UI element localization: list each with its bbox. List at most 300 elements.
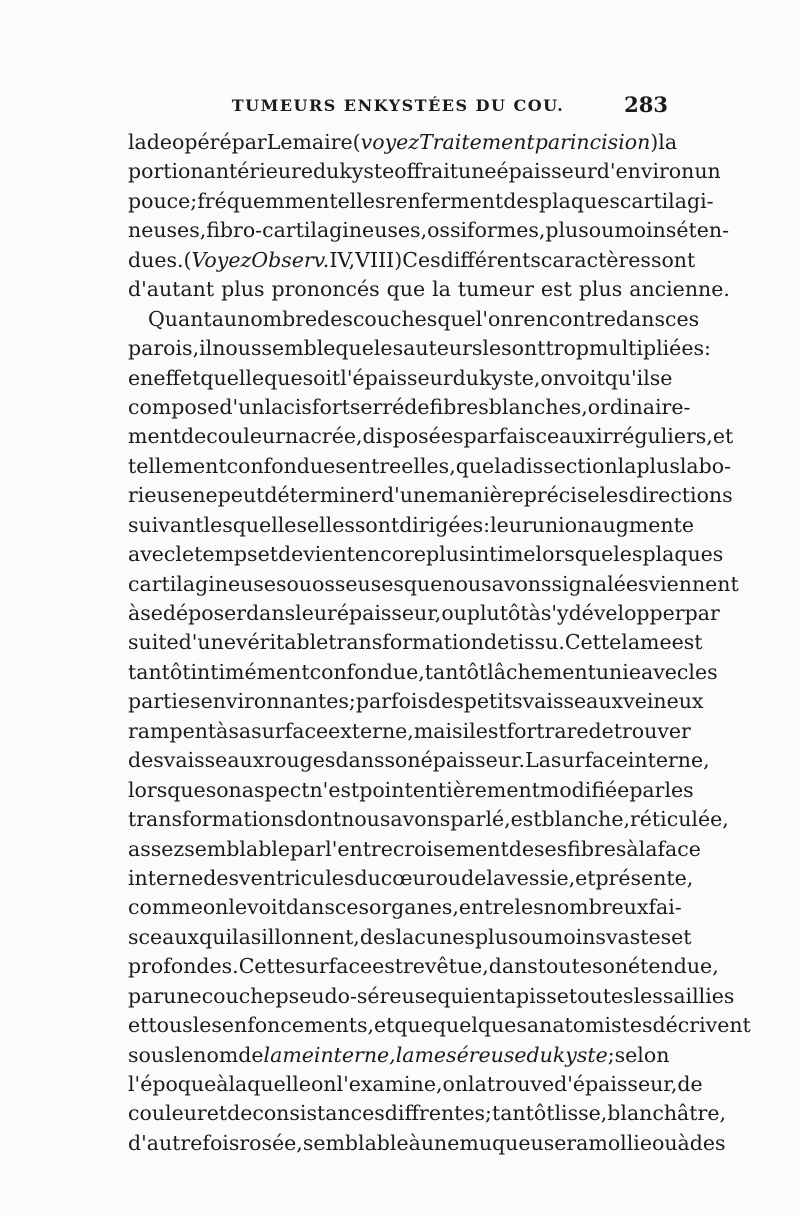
word: labo- bbox=[679, 453, 732, 478]
word: interne bbox=[128, 865, 204, 890]
word: avons bbox=[491, 571, 552, 596]
word: rampent bbox=[128, 718, 217, 743]
word: veineux bbox=[623, 689, 704, 714]
word: modifiée bbox=[539, 777, 630, 802]
text-line bbox=[128, 570, 739, 599]
text-line bbox=[128, 687, 704, 716]
word: ses bbox=[533, 836, 568, 861]
word: fibro-cartilagineuses, bbox=[206, 218, 428, 243]
word: tantôt bbox=[424, 659, 488, 684]
word: des bbox=[428, 689, 464, 714]
word: de bbox=[588, 718, 614, 743]
word: externe, bbox=[328, 718, 414, 743]
text-line bbox=[128, 422, 734, 451]
word: le bbox=[228, 895, 248, 920]
text-line bbox=[128, 511, 694, 540]
word: : bbox=[703, 336, 711, 361]
word: une bbox=[458, 159, 497, 184]
word: sous bbox=[128, 1042, 175, 1067]
word: suite bbox=[128, 630, 179, 655]
word: nom bbox=[193, 1042, 239, 1067]
word: qui bbox=[199, 924, 233, 949]
word: l'on bbox=[475, 306, 514, 331]
word: d'une bbox=[380, 483, 439, 508]
word: on bbox=[310, 1072, 337, 1096]
word: on bbox=[442, 1072, 469, 1096]
word: que bbox=[455, 453, 495, 478]
word: cartilagi- bbox=[619, 188, 714, 213]
word: assez bbox=[128, 836, 185, 861]
word: rare bbox=[544, 718, 589, 743]
word: que bbox=[264, 365, 303, 390]
word: ou bbox=[588, 218, 615, 243]
text-line bbox=[128, 952, 719, 981]
word: entre bbox=[345, 453, 402, 478]
text-line bbox=[128, 275, 730, 304]
word: l'examine, bbox=[336, 1072, 443, 1096]
word: ou bbox=[651, 1130, 678, 1155]
word: voit bbox=[247, 895, 286, 920]
word: dans bbox=[615, 306, 665, 331]
word: signalées bbox=[551, 571, 649, 596]
word: s'y bbox=[540, 601, 569, 625]
word: ou bbox=[518, 924, 544, 949]
word: unie bbox=[595, 659, 641, 684]
word: de bbox=[227, 1101, 253, 1126]
text-line bbox=[128, 1129, 726, 1158]
word: leur bbox=[490, 512, 532, 537]
word: VIII bbox=[355, 247, 395, 272]
word: entre bbox=[458, 895, 515, 920]
word: de bbox=[238, 1042, 264, 1067]
word: blanches, bbox=[488, 394, 588, 419]
word: la bbox=[232, 924, 251, 949]
word: trop bbox=[545, 336, 589, 361]
word: au bbox=[211, 306, 238, 331]
text-line bbox=[128, 864, 694, 893]
word: Cette bbox=[238, 954, 296, 979]
word: elles, bbox=[401, 453, 456, 478]
text-line bbox=[128, 1041, 668, 1070]
word: auteurs bbox=[403, 336, 483, 361]
word: surface bbox=[251, 718, 329, 743]
text-line bbox=[128, 746, 710, 775]
word: les bbox=[599, 483, 629, 508]
word: intimément bbox=[190, 659, 310, 684]
word: soit bbox=[302, 365, 341, 390]
word: interne, bbox=[313, 1042, 396, 1067]
word: vastes bbox=[605, 924, 672, 949]
word: les bbox=[192, 1013, 222, 1038]
word: la bbox=[658, 130, 678, 154]
text-line bbox=[128, 481, 733, 510]
word: sont bbox=[650, 247, 696, 272]
word: temps bbox=[194, 542, 258, 567]
word: que bbox=[403, 571, 443, 596]
word: est bbox=[671, 630, 703, 655]
word: plus bbox=[426, 542, 470, 567]
word: dissection bbox=[512, 453, 618, 478]
word: osseuses bbox=[312, 571, 404, 596]
word: lacunes bbox=[395, 924, 475, 949]
word: dont bbox=[294, 807, 342, 832]
word: la bbox=[617, 453, 637, 478]
word: tapisse bbox=[495, 983, 569, 1008]
word: Traitement bbox=[419, 130, 535, 154]
word: de bbox=[677, 1072, 703, 1096]
word: lesquelles bbox=[203, 512, 307, 537]
word: ordinaire- bbox=[587, 394, 691, 419]
word: épaisseur. bbox=[420, 748, 526, 773]
word: à bbox=[408, 1130, 421, 1155]
word: fibres bbox=[567, 836, 627, 861]
text-line bbox=[128, 1070, 703, 1099]
text-line bbox=[128, 982, 735, 1011]
word: et bbox=[206, 1101, 228, 1126]
text-line bbox=[128, 305, 700, 334]
word: blanche, bbox=[541, 807, 630, 832]
word: rieuse bbox=[128, 483, 193, 508]
text-line bbox=[128, 658, 718, 687]
word: nous bbox=[442, 571, 492, 596]
word: et bbox=[671, 924, 692, 949]
word: nous bbox=[341, 807, 391, 832]
word: par bbox=[128, 983, 164, 1008]
word: entièrement bbox=[412, 777, 540, 802]
word: par bbox=[290, 836, 326, 861]
word: environnantes; bbox=[200, 689, 356, 714]
word: des bbox=[128, 748, 164, 773]
word: semble bbox=[261, 336, 336, 361]
word: on bbox=[540, 365, 566, 390]
word: épaisseur, bbox=[336, 601, 442, 625]
word: selon bbox=[614, 1042, 670, 1067]
word: : bbox=[483, 512, 491, 537]
word: d'une bbox=[178, 630, 236, 655]
word: quelle bbox=[200, 365, 265, 390]
word: développer bbox=[568, 601, 685, 625]
word: consistances bbox=[252, 1101, 385, 1126]
word: nombreux bbox=[543, 895, 649, 920]
word: suivant bbox=[128, 512, 204, 537]
word: ces bbox=[664, 306, 700, 331]
word: quelques bbox=[432, 1013, 527, 1038]
text-line bbox=[128, 364, 673, 393]
word: devient bbox=[277, 542, 355, 567]
word: laquelle bbox=[228, 1072, 311, 1096]
word: en bbox=[128, 365, 154, 390]
word: couleur bbox=[206, 424, 285, 449]
word: sceaux bbox=[128, 924, 200, 949]
word: nous bbox=[212, 336, 262, 361]
word: mais bbox=[413, 718, 463, 743]
word: son bbox=[591, 954, 629, 979]
word: les bbox=[613, 542, 643, 567]
word: qu'il bbox=[604, 365, 650, 390]
word: le bbox=[174, 1042, 194, 1067]
word: dans bbox=[246, 601, 296, 625]
word: ventricules bbox=[239, 865, 355, 890]
word: les bbox=[633, 983, 663, 1008]
word: pseudo-séreuse bbox=[275, 983, 438, 1008]
word: de bbox=[461, 865, 487, 890]
word: véritable bbox=[235, 630, 329, 655]
word: les bbox=[482, 336, 512, 361]
word: tissu. bbox=[509, 630, 565, 655]
text-line bbox=[128, 1011, 751, 1040]
word: petits bbox=[463, 689, 523, 714]
word: plus bbox=[578, 277, 623, 302]
word: lacis bbox=[264, 394, 312, 419]
body-text bbox=[128, 128, 751, 1158]
word: transformations bbox=[128, 807, 295, 832]
word: encore bbox=[354, 542, 427, 567]
text-line bbox=[128, 393, 691, 422]
word: le bbox=[175, 542, 195, 567]
word: par bbox=[684, 601, 720, 625]
word: à bbox=[626, 836, 639, 861]
word: l'époque bbox=[128, 1072, 217, 1096]
word: et bbox=[374, 1013, 395, 1038]
word: opéré bbox=[172, 130, 232, 154]
word: irréguliers, bbox=[596, 424, 713, 449]
word: nacrée, bbox=[285, 424, 363, 449]
word: on bbox=[202, 895, 229, 920]
word: Cette bbox=[564, 630, 622, 655]
word: rencontre bbox=[513, 306, 616, 331]
word: l'épaisseur bbox=[340, 365, 453, 390]
word: profondes. bbox=[128, 954, 239, 979]
word: toutes bbox=[568, 983, 634, 1008]
word: parois, bbox=[128, 336, 200, 361]
word: que bbox=[335, 336, 374, 361]
word: tous bbox=[148, 1013, 193, 1038]
page-number: 283 bbox=[624, 92, 668, 117]
word: dirigées bbox=[399, 512, 484, 537]
word: confondues bbox=[226, 453, 346, 478]
text-line bbox=[128, 187, 714, 216]
word: que bbox=[394, 1013, 433, 1038]
word: de bbox=[404, 394, 430, 419]
word: se bbox=[140, 601, 163, 625]
word: ces bbox=[334, 895, 370, 920]
word: la bbox=[468, 1072, 487, 1096]
word: épaisseur bbox=[496, 159, 597, 184]
word: du bbox=[313, 159, 340, 184]
word: avons bbox=[390, 807, 451, 832]
word: Ces bbox=[402, 247, 441, 272]
word: incision) bbox=[569, 130, 659, 154]
word: précise bbox=[523, 483, 600, 508]
word: son bbox=[384, 748, 421, 773]
word: vaisseaux bbox=[522, 689, 624, 714]
word: (Voyez bbox=[183, 247, 252, 272]
word: d'épaisseur, bbox=[554, 1072, 678, 1096]
word: kyste; bbox=[552, 1042, 615, 1067]
word: rouges bbox=[264, 748, 336, 773]
text-line bbox=[128, 835, 701, 864]
word: que bbox=[386, 277, 426, 302]
word: ramollie bbox=[566, 1130, 652, 1155]
word: couleur bbox=[128, 1101, 207, 1126]
text-line bbox=[128, 246, 696, 275]
word: caractères bbox=[540, 247, 651, 272]
word: lâchement bbox=[487, 659, 596, 684]
word: d'autant bbox=[128, 277, 215, 302]
word: plus bbox=[545, 218, 589, 243]
word: les bbox=[664, 777, 694, 802]
word: dues. bbox=[128, 247, 184, 272]
word: semblable bbox=[184, 836, 291, 861]
word: aspect bbox=[241, 777, 310, 802]
running-title: TUMEURS ENKYSTÉES DU COU. bbox=[231, 96, 565, 115]
word: faisceaux bbox=[498, 424, 597, 449]
word: Quant bbox=[148, 306, 212, 331]
word: nombre bbox=[237, 306, 318, 331]
word: présente, bbox=[595, 865, 694, 890]
word: comme bbox=[128, 895, 203, 920]
word: la bbox=[486, 865, 506, 890]
word: la bbox=[494, 453, 513, 478]
word: des bbox=[503, 188, 539, 213]
word: d'autrefois bbox=[128, 1130, 240, 1155]
word: à bbox=[128, 601, 141, 625]
word: compose bbox=[128, 394, 220, 419]
word: blanchâtre, bbox=[607, 1101, 726, 1126]
word: enfoncements, bbox=[221, 1013, 375, 1038]
word: tumeur bbox=[457, 277, 534, 302]
word: d'environ bbox=[596, 159, 695, 184]
word: de bbox=[508, 836, 534, 861]
word: du bbox=[452, 365, 479, 390]
word: que bbox=[437, 306, 476, 331]
word: ment bbox=[128, 424, 182, 449]
word: à bbox=[677, 1130, 690, 1155]
word: plaques bbox=[538, 188, 620, 213]
word: fréquemment bbox=[197, 188, 338, 213]
word: elles bbox=[337, 188, 386, 213]
word: manière bbox=[438, 483, 524, 508]
word: déterminer bbox=[264, 483, 381, 508]
word: plus bbox=[221, 277, 265, 302]
word: est bbox=[475, 718, 507, 743]
word: tantôt bbox=[128, 659, 191, 684]
word: kyste bbox=[339, 159, 395, 184]
word: lade bbox=[128, 130, 173, 154]
word: étendue, bbox=[628, 954, 719, 979]
word: est bbox=[510, 807, 542, 832]
word: tantôt bbox=[491, 1101, 555, 1126]
word: du bbox=[526, 1042, 553, 1067]
word: fort bbox=[506, 718, 545, 743]
word: la bbox=[432, 277, 451, 302]
word: fibres bbox=[429, 394, 489, 419]
word: rosée, bbox=[239, 1130, 303, 1155]
word: lisse, bbox=[554, 1101, 608, 1126]
word: par bbox=[231, 130, 267, 154]
word: avec bbox=[640, 659, 689, 684]
word: fort bbox=[311, 394, 350, 419]
word: fai- bbox=[648, 895, 682, 920]
word: vessie, bbox=[505, 865, 576, 890]
word: sillonnent, bbox=[250, 924, 360, 949]
word: réticulée, bbox=[629, 807, 729, 832]
word: plutôt bbox=[466, 601, 529, 625]
word: une bbox=[163, 983, 202, 1008]
text-line bbox=[128, 923, 692, 952]
word: se bbox=[649, 365, 673, 390]
word: vaisseaux bbox=[163, 748, 265, 773]
word: Observ. bbox=[251, 247, 330, 272]
word: la bbox=[638, 836, 658, 861]
word: moins bbox=[543, 924, 606, 949]
word: sont bbox=[354, 512, 400, 537]
word: renferment bbox=[385, 188, 504, 213]
word: La bbox=[525, 748, 551, 773]
word: interne, bbox=[627, 748, 710, 773]
word: multipliées bbox=[588, 336, 704, 361]
word: voit bbox=[565, 365, 605, 390]
word: serré bbox=[349, 394, 405, 419]
word: IV, bbox=[329, 247, 356, 272]
word: couche bbox=[201, 983, 276, 1008]
word: différents bbox=[440, 247, 541, 272]
word: intime bbox=[469, 542, 536, 567]
word: décrivent bbox=[652, 1013, 751, 1038]
word: diffrentes; bbox=[384, 1101, 492, 1126]
text-line bbox=[128, 599, 720, 628]
word: éten- bbox=[676, 218, 730, 243]
word: des bbox=[359, 924, 396, 949]
word: transformation bbox=[328, 630, 485, 655]
word: ancienne. bbox=[629, 277, 730, 302]
word: plus bbox=[636, 453, 680, 478]
word: les bbox=[373, 336, 404, 361]
word: il bbox=[199, 336, 213, 361]
word: parlé, bbox=[450, 807, 511, 832]
word: et bbox=[128, 1013, 149, 1038]
word: (voyez bbox=[352, 130, 420, 154]
word: ) bbox=[394, 247, 403, 272]
word: disposées bbox=[362, 424, 464, 449]
word: d'un bbox=[219, 394, 265, 419]
word: ou bbox=[286, 571, 313, 596]
word: toute bbox=[537, 954, 592, 979]
word: leur bbox=[295, 601, 337, 625]
word: par bbox=[534, 130, 570, 154]
word: cartilagineuses bbox=[128, 571, 287, 596]
word: en bbox=[470, 983, 496, 1008]
word: à bbox=[528, 601, 541, 625]
text-line bbox=[128, 157, 721, 186]
word: anatomistes bbox=[526, 1013, 653, 1038]
word: et bbox=[575, 865, 596, 890]
word: plus bbox=[474, 924, 519, 949]
text-line bbox=[128, 334, 711, 363]
running-head bbox=[128, 92, 668, 122]
word: du bbox=[354, 865, 381, 890]
text-line bbox=[128, 717, 691, 746]
word: lame bbox=[395, 1042, 447, 1067]
word: union bbox=[531, 512, 591, 537]
word: moins bbox=[614, 218, 677, 243]
text-line bbox=[128, 776, 694, 805]
word: peut bbox=[217, 483, 265, 508]
word: directions bbox=[628, 483, 733, 508]
text-line bbox=[128, 1099, 726, 1128]
word: de bbox=[484, 630, 510, 655]
word: et bbox=[712, 424, 734, 449]
